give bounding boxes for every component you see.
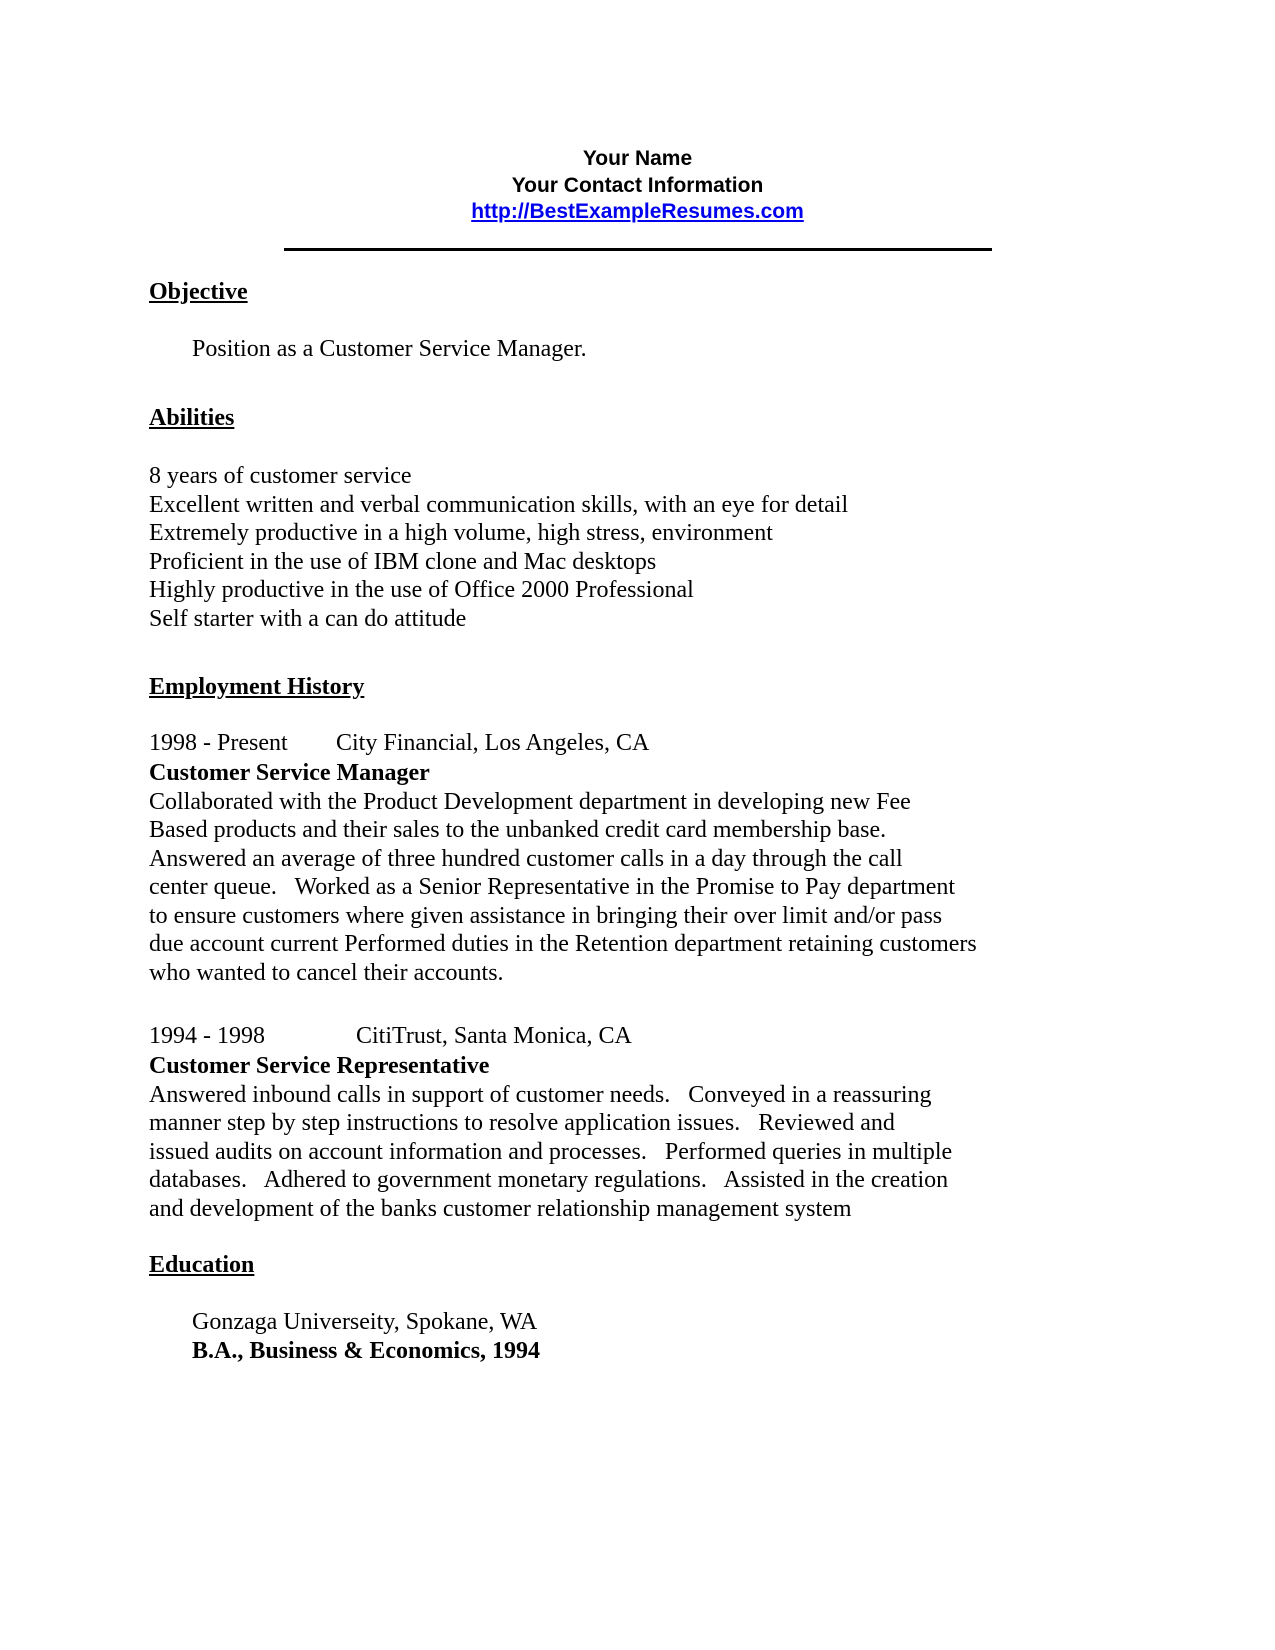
education-school: Gonzaga Universeity, Spokane, WA xyxy=(192,1309,538,1335)
job-details xyxy=(149,759,1049,987)
job-header xyxy=(149,1023,632,1050)
job-company: City Financial, Los Angeles, CA xyxy=(336,730,650,756)
contact-information: Your Contact Information xyxy=(511,173,764,197)
job-company: CitiTrust, Santa Monica, CA xyxy=(356,1023,632,1049)
job-description-line: Collaborated with the Product Development department in developing new Fee xyxy=(149,788,911,815)
job-description-line: who wanted to cancel their accounts. xyxy=(149,959,504,986)
ability-item: Highly productive in the use of Office 2000 Professional xyxy=(149,577,694,603)
job-header xyxy=(149,730,650,757)
abilities-heading: Abilities xyxy=(149,405,235,431)
ability-item: Proficient in the use of IBM clone and Mac desktops xyxy=(149,548,657,575)
objective-text xyxy=(192,335,1092,364)
job-description-line: Based products and their sales to the unbanked credit card membership base. xyxy=(149,817,887,843)
abilities-list xyxy=(149,462,1049,633)
job-description-line: issued audits on account information and processes. Performed queries in multiple xyxy=(149,1138,953,1165)
job-dates: 1998 - Present xyxy=(149,730,288,756)
job-position: Customer Service Representative xyxy=(149,1053,490,1079)
job-description-line: Answered an average of three hundred customer calls in a day through the call xyxy=(149,845,903,872)
job-description-line: to ensure customers where given assistance in bringing their over limit and/or pass xyxy=(149,902,943,929)
job-description-line: Answered inbound calls in support of customer needs. Conveyed in a reassuring xyxy=(149,1081,932,1108)
ability-item: Self starter with a can do attitude xyxy=(149,605,467,632)
employment-heading: Employment History xyxy=(149,674,365,700)
candidate-name: Your Name xyxy=(582,147,693,170)
job-description-line: manner step by step instructions to resolve application issues. Reviewed and xyxy=(149,1110,895,1136)
job-dates: 1994 - 1998 xyxy=(149,1023,265,1049)
resume-header xyxy=(0,146,1275,226)
education-degree: B.A., Business & Economics, 1994 xyxy=(192,1337,541,1364)
ability-item: 8 years of customer service xyxy=(149,463,412,489)
job-position: Customer Service Manager xyxy=(149,760,430,786)
website-link[interactable]: http://BestExampleResumes.com xyxy=(471,200,804,223)
job-details xyxy=(149,1052,1049,1223)
job-description-line: databases. Adhered to government monetary regulations. Assisted in the creation xyxy=(149,1167,949,1193)
job-description-line: and development of the banks customer relationship management system xyxy=(149,1195,852,1222)
ability-item: Excellent written and verbal communication skills, with an eye for detail xyxy=(149,491,849,518)
objective-heading: Objective xyxy=(149,279,248,305)
ability-item: Extremely productive in a high volume, high stress, environment xyxy=(149,520,773,546)
education-details xyxy=(192,1308,1092,1365)
job-description-line: due account current Performed duties in the Retention department retaining customers xyxy=(149,931,977,957)
objective-line: Position as a Customer Service Manager. xyxy=(192,336,587,362)
job-description-line: center queue. Worked as a Senior Representative in the Promise to Pay department xyxy=(149,874,956,900)
header-divider xyxy=(284,248,992,251)
education-heading: Education xyxy=(149,1252,255,1278)
